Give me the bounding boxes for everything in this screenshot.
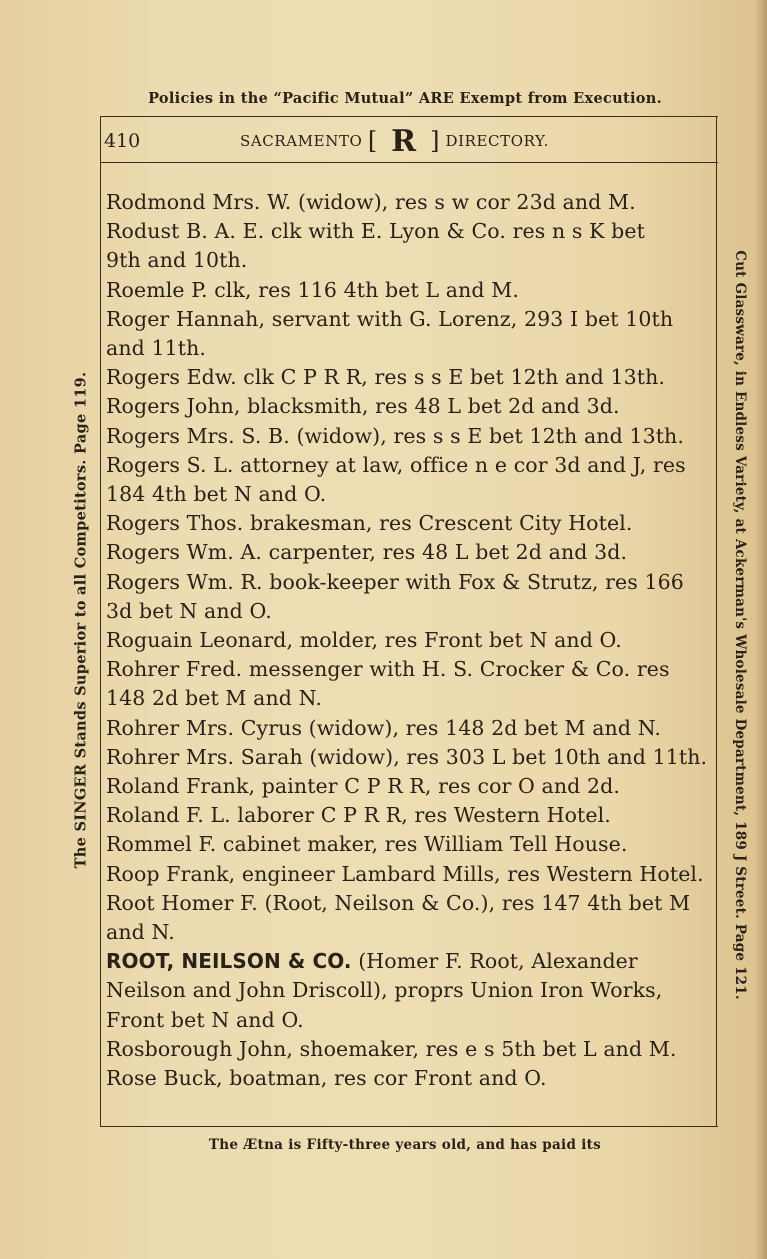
directory-entry-firm: ROOT, NEILSON & CO. (Homer F. Root, Alexander Neilson and John Driscoll), proprs Union Iron Works, Front bet N and O. [106, 949, 663, 1032]
directory-entry: Rosborough John, shoemaker, res e s 5th bet L and M. [106, 1036, 677, 1061]
running-head-label: DIRECTORY. [445, 132, 549, 150]
firm-name: ROOT, NEILSON & CO. [106, 949, 352, 974]
directory-entry: Rogers Edw. clk C P R R, res s s E bet 12th and 13th. [106, 365, 665, 390]
directory-entry: Rogers S. L. attorney at law, office n e cor 3d and J, res 184 4th bet N and O. [106, 452, 686, 507]
directory-entry: Roguain Leonard, molder, res Front bet N and O. [106, 628, 622, 653]
directory-entry: Rodust B. A. E. clk with E. Lyon & Co. res n s K bet 9th and 10th. [106, 219, 645, 273]
directory-entry: Roop Frank, engineer Lambard Mills, res Western Hotel. [106, 861, 704, 886]
directory-entry: Rohrer Mrs. Cyrus (widow), res 148 2d bet M and N. [106, 715, 662, 740]
directory-entry: Rohrer Mrs. Sarah (widow), res 303 L bet 10th and 11th. [106, 744, 708, 769]
directory-entry: Root Homer F. (Root, Neilson & Co.), res 147 4th bet M and N. [106, 890, 691, 945]
directory-entry: Rogers Wm. A. carpenter, res 48 L bet 2d and 3d. [106, 540, 628, 565]
page-number: 410 [104, 130, 141, 152]
frame-left-rule [100, 116, 101, 1126]
open-bracket: [ [367, 127, 378, 155]
right-margin-text: Cut Glassware, in Endless Variety, at Ackerman's Wholesale Department, 189 J Street. Page 121. [732, 250, 748, 1000]
directory-entry: Roemle P. clk, res 116 4th bet L and M. [106, 277, 519, 302]
directory-entry: Rose Buck, boatman, res cor Front and O. [106, 1066, 547, 1091]
running-head [240, 124, 549, 159]
bottom-advertisement: The Ætna is Fifty-three years old, and has paid its [208, 1137, 602, 1153]
close-bracket: ] [430, 127, 441, 155]
directory-entries [106, 188, 716, 1093]
directory-entry: Roland Frank, painter C P R R, res cor O and 2d. [106, 774, 620, 799]
directory-entry: Rogers Wm. R. book-keeper with Fox & Strutz, res 166 3d bet N and O. [106, 569, 684, 623]
page-edge-shadow [755, 0, 767, 1259]
section-letter: R [391, 124, 417, 159]
left-margin-text: The SINGER Stands Superior to all Competitors. Page 119. [72, 371, 90, 869]
directory-entry: Rodmond Mrs. W. (widow), res s w cor 23d and M. [106, 190, 636, 214]
directory-entry: Roland F. L. laborer C P R R, res Western Hotel. [106, 803, 611, 828]
header-rule [100, 162, 718, 163]
running-head-city: SACRAMENTO [240, 132, 363, 150]
directory-entry: Rohrer Fred. messenger with H. S. Crocker & Co. res 148 2d bet M and N. [106, 657, 670, 711]
directory-entry: Roger Hannah, servant with G. Lorenz, 293 I bet 10th and 11th. [106, 306, 674, 361]
directory-entry: Rommel F. cabinet maker, res William Tell House. [106, 832, 628, 857]
frame-top-rule [100, 116, 718, 117]
directory-entry: Rogers Thos. brakesman, res Crescent City Hotel. [106, 511, 633, 536]
directory-entry: Rogers John, blacksmith, res 48 L bet 2d and 3d. [106, 394, 620, 419]
top-advertisement: Policies in the “Pacific Mutual” ARE Exempt from Execution. [148, 90, 662, 107]
directory-entry: Rogers Mrs. S. B. (widow), res s s E bet 12th and 13th. [106, 423, 684, 448]
frame-right-rule [716, 116, 717, 1126]
frame-bottom-rule [100, 1126, 718, 1127]
